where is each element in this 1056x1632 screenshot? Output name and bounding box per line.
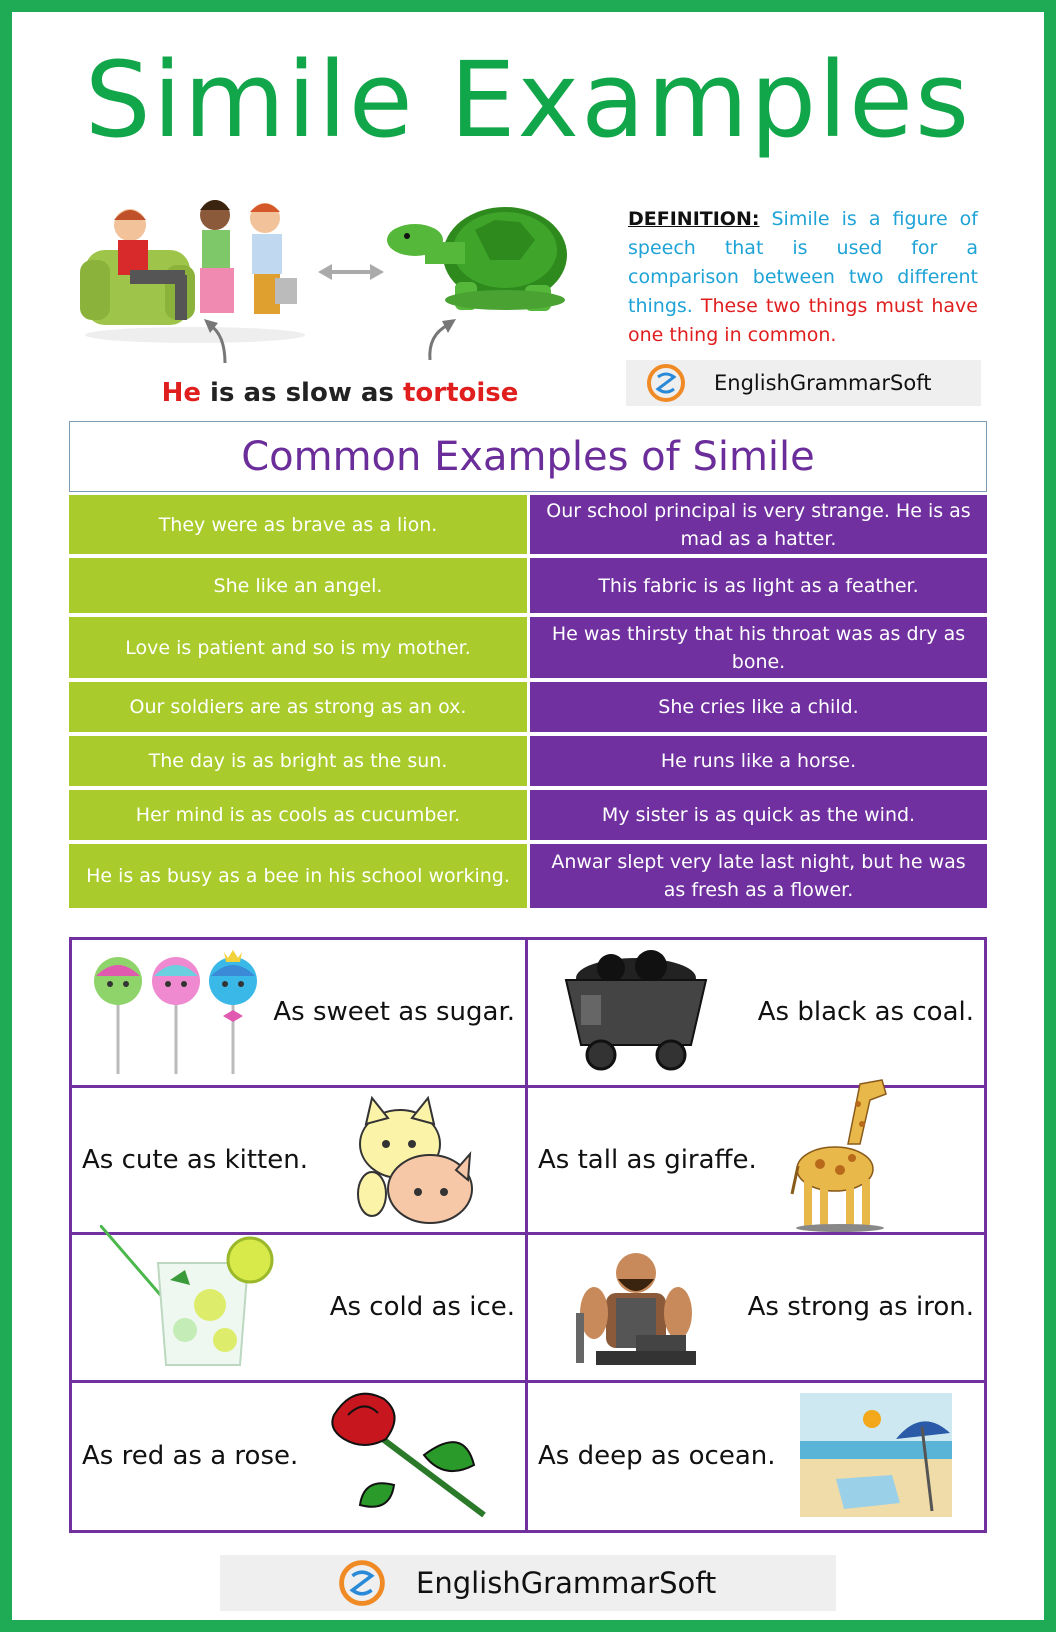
- example-cell-right: Our school principal is very strange. He is as mad as a hatter.: [530, 495, 987, 554]
- brand-name: EnglishGrammarSoft: [416, 1566, 717, 1600]
- picture-example-text: As cute as kitten.: [82, 1144, 308, 1175]
- caption-object: tortoise: [402, 378, 519, 408]
- definition-part2: These two things must have one thing in common.: [628, 295, 978, 346]
- giraffe-icon: [790, 1074, 900, 1232]
- picture-example-text: As sweet as sugar.: [273, 997, 516, 1028]
- picture-example-text: As deep as ocean.: [538, 1441, 776, 1472]
- curved-arrow-icon: [200, 315, 240, 365]
- picture-example-cell: [528, 1088, 984, 1233]
- example-cell-right: Anwar slept very late last night, but he was as fresh as a flower.: [530, 844, 987, 908]
- examples-table: [69, 495, 987, 908]
- caption-middle: is as slow as: [201, 378, 403, 408]
- people-illustration: [80, 190, 310, 350]
- rose-icon: [324, 1385, 499, 1525]
- tortoise-illustration: [385, 200, 585, 315]
- page-title: Simile Examples: [84, 39, 972, 161]
- table-row: [69, 736, 987, 790]
- iced-drink-icon: [100, 1225, 280, 1375]
- double-arrow-icon: [318, 262, 384, 282]
- lollipops-icon: [88, 946, 263, 1076]
- example-cell-right: He runs like a horse.: [530, 736, 987, 786]
- example-cell-left: Our soldiers are as strong as an ox.: [69, 682, 530, 732]
- brand-logo-icon: [338, 1559, 386, 1607]
- kittens-icon: [352, 1094, 482, 1229]
- section-title: Common Examples of Simile: [69, 421, 987, 492]
- picture-example-cell: [72, 1235, 528, 1380]
- table-row: [69, 682, 987, 736]
- table-row: [69, 558, 987, 617]
- example-cell-left: Love is patient and so is my mother.: [69, 617, 530, 678]
- brand-name: EnglishGrammarSoft: [714, 371, 932, 395]
- brand-badge: [626, 360, 981, 406]
- table-row: [72, 1235, 984, 1383]
- picture-example-cell: [528, 1383, 984, 1531]
- table-row: [72, 1088, 984, 1236]
- picture-example-text: As strong as iron.: [747, 1292, 974, 1323]
- example-cell-left: She like an angel.: [69, 558, 530, 613]
- example-cell-left: The day is as bright as the sun.: [69, 736, 530, 786]
- table-row: [72, 1383, 984, 1531]
- table-row: [72, 940, 984, 1088]
- example-cell-right: She cries like a child.: [530, 682, 987, 732]
- blacksmith-icon: [566, 1243, 706, 1375]
- table-row: [69, 844, 987, 908]
- simile-caption: [140, 378, 540, 408]
- definition-label: DEFINITION:: [628, 208, 760, 230]
- picture-example-cell: [72, 940, 528, 1085]
- example-cell-right: He was thirsty that his throat was as dry as bone.: [530, 617, 987, 678]
- picture-example-cell: [528, 1235, 984, 1380]
- definition-part1: Simile is a figure of speech that is used for a comparison between two different things.: [628, 208, 978, 317]
- picture-example-cell: [528, 940, 984, 1085]
- picture-example-text: As cold as ice.: [329, 1292, 516, 1323]
- caption-subject: He: [161, 378, 201, 408]
- beach-icon: [800, 1393, 952, 1517]
- brand-badge-footer: [220, 1555, 836, 1611]
- example-cell-left: He is as busy as a bee in his school working.: [69, 844, 530, 908]
- coal-cart-icon: [556, 950, 716, 1075]
- table-row: [69, 495, 987, 558]
- picture-example-text: As red as a rose.: [82, 1441, 299, 1472]
- picture-example-text: As black as coal.: [757, 997, 974, 1028]
- example-cell-right: My sister is as quick as the wind.: [530, 790, 987, 840]
- example-cell-right: This fabric is as light as a feather.: [530, 558, 987, 613]
- curved-arrow-icon: [420, 315, 460, 365]
- example-cell-left: Her mind is as cools as cucumber.: [69, 790, 530, 840]
- example-cell-left: They were as brave as a lion.: [69, 495, 530, 554]
- picture-example-cell: [72, 1088, 528, 1233]
- table-row: [69, 617, 987, 682]
- table-row: [69, 790, 987, 844]
- definition-text: [628, 205, 978, 350]
- picture-examples-grid: [69, 937, 987, 1533]
- picture-example-text: As tall as giraffe.: [538, 1144, 757, 1175]
- brand-logo-icon: [646, 363, 686, 403]
- picture-example-cell: [72, 1383, 528, 1531]
